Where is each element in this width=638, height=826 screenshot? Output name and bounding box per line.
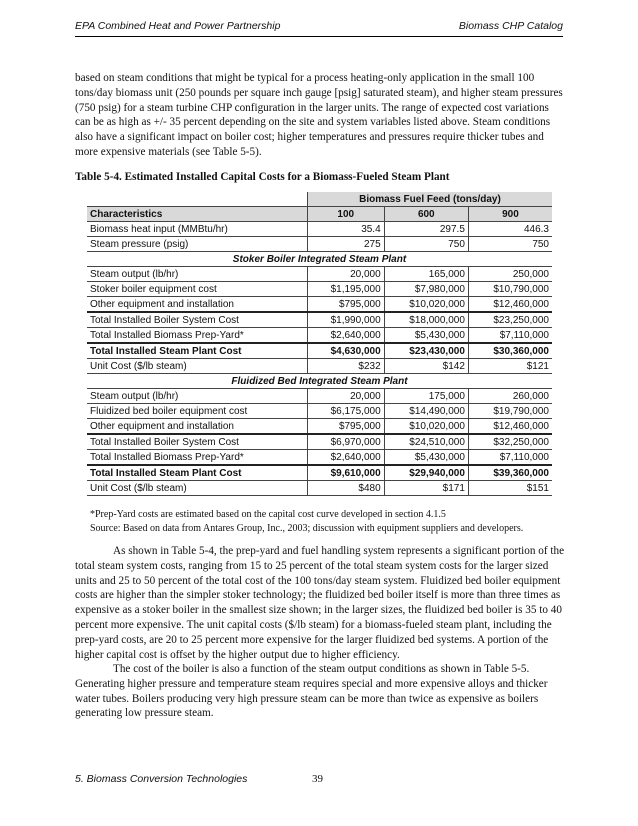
table-row [87,222,552,237]
table-cell: $480 [307,481,384,496]
column-header: 100 [307,207,384,222]
table-cell: 35.4 [307,222,384,237]
table-cell: 250,000 [468,267,552,282]
row-label: Fluidized bed boiler equipment cost [87,404,307,419]
row-label: Stoker boiler equipment cost [87,282,307,297]
header-right: Biomass CHP Catalog [458,20,563,32]
table-notes [90,508,523,535]
row-label: Unit Cost ($/lb steam) [87,359,307,374]
table-row [87,419,552,435]
page-number: 39 [312,773,323,785]
paragraph-boiler-cost: The cost of the boiler is also a function of the steam output conditions as shown in Table 5-5. Generating higher pressure and temperature steam requires special and more expensive alloys and thicker water tubes. Boilers producing very high pressure steam can be more than twice as expensive as boilers generating low pressure steam. [75,663,548,720]
table-cell: $7,110,000 [468,328,552,344]
table-cell: $14,490,000 [384,404,468,419]
table-cell: $23,250,000 [468,312,552,328]
table-cell: $7,980,000 [384,282,468,297]
column-header-row [87,207,552,222]
table-cell: $5,430,000 [384,328,468,344]
column-header: Characteristics [87,207,307,222]
section-stoker-row [87,252,552,267]
row-label: Total Installed Boiler System Cost [87,312,307,328]
table-cell: $795,000 [307,419,384,435]
table-row [87,465,552,481]
table-cell: $2,640,000 [307,450,384,466]
section-fluidized-row [87,374,552,389]
row-label: Biomass heat input (MMBtu/hr) [87,222,307,237]
table-row [87,282,552,297]
row-label: Unit Cost ($/lb steam) [87,481,307,496]
table-cell: $9,610,000 [307,465,384,481]
table-cell: $121 [468,359,552,374]
table-row [87,450,552,466]
table-cell: 297.5 [384,222,468,237]
table-cell: 20,000 [307,389,384,404]
table-cell: $4,630,000 [307,343,384,359]
table-cell: $6,970,000 [307,434,384,450]
row-label: Steam output (lb/hr) [87,389,307,404]
row-label: Other equipment and installation [87,297,307,313]
table-cell: $24,510,000 [384,434,468,450]
table-cell: $232 [307,359,384,374]
table-cell: 175,000 [384,389,468,404]
table-cell: $10,020,000 [384,297,468,313]
column-header: 600 [384,207,468,222]
table-cell: 275 [307,237,384,252]
table-row [87,267,552,282]
table-cell: $142 [384,359,468,374]
table-cell: $12,460,000 [468,297,552,313]
row-label: Total Installed Steam Plant Cost [87,343,307,359]
table-row [87,389,552,404]
footer-chapter: 5. Biomass Conversion Technologies [75,773,248,785]
source-note: Source: Based on data from Antares Group, Inc., 2003; discussion with equipment suppliers and developers. [90,522,524,534]
cost-table [87,192,552,496]
table-cell: $151 [468,481,552,496]
table-cell: 165,000 [384,267,468,282]
table-cell: $6,175,000 [307,404,384,419]
table-caption: Table 5-4. Estimated Installed Capital Costs for a Biomass-Fueled Steam Plant [75,171,450,183]
row-label: Total Installed Boiler System Cost [87,434,307,450]
column-header: 900 [468,207,552,222]
table-cell: $39,360,000 [468,465,552,481]
table-cell: $7,110,000 [468,450,552,466]
table-cell: $10,790,000 [468,282,552,297]
table-cell: $2,640,000 [307,328,384,344]
table-cell: $1,195,000 [307,282,384,297]
table-row [87,312,552,328]
table-cell: $12,460,000 [468,419,552,435]
fuel-header-blank [87,192,307,207]
table-cell: $10,020,000 [384,419,468,435]
table-row [87,297,552,313]
prep-yard-note: *Prep-Yard costs are estimated based on the capital cost curve developed in section 4.1.5 [90,509,446,520]
table-cell: $32,250,000 [468,434,552,450]
section-stoker: Stoker Boiler Integrated Steam Plant [87,252,552,267]
header-left: EPA Combined Heat and Power Partnership [75,20,281,32]
section-fluidized: Fluidized Bed Integrated Steam Plant [87,374,552,389]
row-label: Total Installed Steam Plant Cost [87,465,307,481]
table-row [87,237,552,252]
row-label: Other equipment and installation [87,419,307,435]
table-cell: $19,790,000 [468,404,552,419]
table-row [87,434,552,450]
table-cell: 750 [384,237,468,252]
table-cell: 446.3 [468,222,552,237]
row-label: Steam pressure (psig) [87,237,307,252]
table-cell: $29,940,000 [384,465,468,481]
table-cell: $795,000 [307,297,384,313]
table-cell: 260,000 [468,389,552,404]
table-cell: $1,990,000 [307,312,384,328]
paragraph-intro: based on steam conditions that might be typical for a process heating-only application in the small 100 tons/day biomass unit (250 pounds per square inch gauge [psig] saturated steam), and higher steam pressures (750 psig) for a steam turbine CHP configuration in the larger units. The range of expected cost variations can be as high as +/- 35 percent depending on the site and system variables listed above. Steam conditions also have a significant impact on boiler cost; higher temperatures and pressures require thicker tubes and more expensive materials (see Table 5-5). [75,72,563,158]
table-cell: $30,360,000 [468,343,552,359]
table-cell: 750 [468,237,552,252]
row-label: Total Installed Biomass Prep-Yard* [87,328,307,344]
table-cell: $171 [384,481,468,496]
table-cell: 20,000 [307,267,384,282]
table-cell: $5,430,000 [384,450,468,466]
table-row [87,404,552,419]
page-header [75,20,563,37]
table-cell: $23,430,000 [384,343,468,359]
fuel-header: Biomass Fuel Feed (tons/day) [307,192,552,207]
table-row [87,481,552,496]
table-row [87,343,552,359]
paragraph-analysis: As shown in Table 5-4, the prep-yard and fuel handling system represents a significant portion of the total steam system costs, ranging from 15 to 25 percent of the total steam system costs for the larger sized units and 25 to 50 percent of the total cost of the 100 tons/day steam system. Fluidized bed boiler equipment costs are higher than the simpler stoker technology; the fluidized bed boiler itself is more than three times as expensive as a stoker boiler in the smallest size shown; in the larger sizes, the fluidized bed boiler is 35 to 40 percent more expensive. The unit capital costs ($/lb steam) for a biomass-fueled steam plant, including the prep-yard costs, are 20 to 25 percent more expensive for the larger fluidized bed systems. A portion of the higher capital cost is offset by the higher output due to higher efficiency. [75,545,565,661]
table-row [87,359,552,374]
table-cell: $18,000,000 [384,312,468,328]
fuel-header-row [87,192,552,207]
row-label: Total Installed Biomass Prep-Yard* [87,450,307,466]
table-row [87,328,552,344]
row-label: Steam output (lb/hr) [87,267,307,282]
